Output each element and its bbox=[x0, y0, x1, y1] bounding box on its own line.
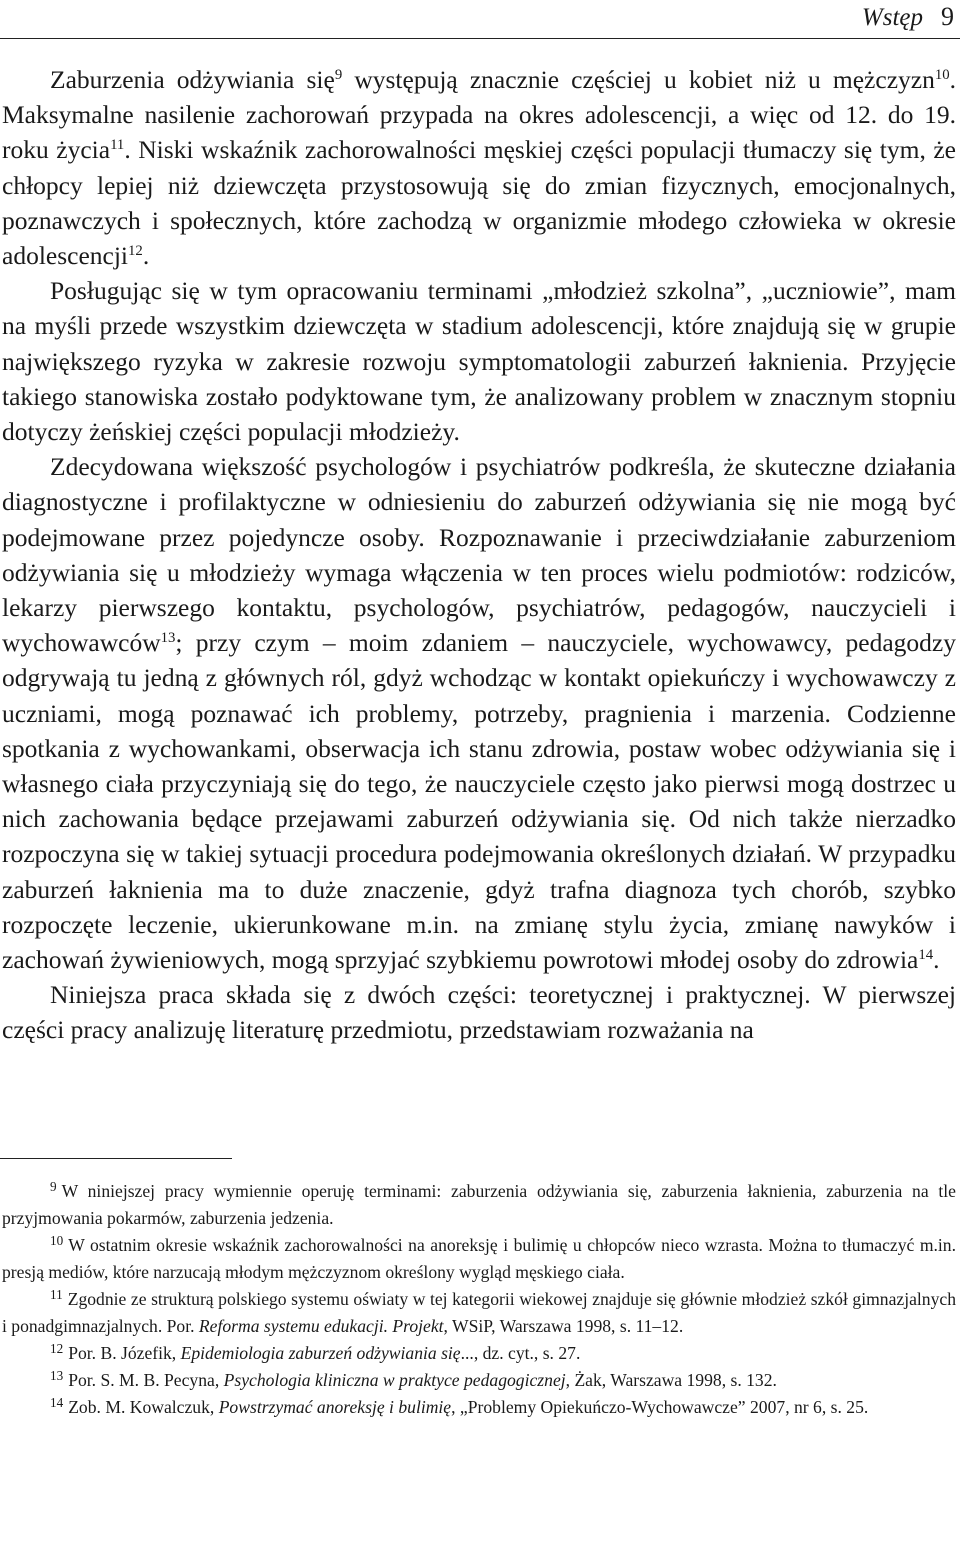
footnote-ref-13[interactable]: 13 bbox=[160, 630, 176, 647]
cited-title: Reforma systemu edukacji. Projekt bbox=[198, 1316, 444, 1336]
footnote-ref-9[interactable]: 9 bbox=[334, 66, 343, 83]
footnote-10: $^{10}$ W ostatnim okresie wskaźnik zachorowalności na anoreksję i bulimię u chłopców nieco wzrasta. Można to tłumaczyć m.in. presją mediów, które narzucają młodym mężczyznom określony wygląd męskiego ciała. bbox=[2, 1233, 956, 1282]
footnote-ref-11[interactable]: 11 bbox=[110, 137, 125, 154]
footnote-14: $^{14}$ Zob. M. Kowalczuk, Powstrzymać anoreksję i bulimię, „Problemy Opiekuńczo-Wychowawcze” 2007, nr 6, s. 25. bbox=[50, 1395, 869, 1417]
chapter-title: Wstęp bbox=[861, 4, 923, 31]
footnote-number: 9 bbox=[50, 1179, 57, 1195]
cited-title: Powstrzymać anoreksję i bulimię bbox=[218, 1397, 452, 1417]
footnote-12: $^{12}$ Por. B. Józefik, Epidemiologia zaburzeń odżywiania się..., dz. cyt., s. 27. bbox=[50, 1341, 581, 1363]
paragraph-1: Zaburzenia odżywiania się$^9$ występują znacznie częściej u kobiet niż u mężczyzn$^{10}$. Maksymalne nasilenie zachorowań przypada na okres adolescencji, a więc od 12. do 19. roku życia$^{11}$. Niski wskaźnik zachorowalności męskiej części populacji tłumaczy się tym, że chłopcy lepiej niż dziewczęta przystosowują się do zmian fizycznych, emocjonalnych, poznawczych i społecznych, które zachodzą w organizmie młodego człowieka w okresie adolescencji$^{12}$. bbox=[2, 65, 957, 271]
paragraph-2: Posługując się w tym opracowaniu terminami „młodzież szkolna”, „uczniowie”, mam na myśli przede wszystkim dziewczęta w stadium adolescencji, które znajdują się w grupie największego ryzyka w zakresie rozwoju symptomatologii zaburzeń łaknienia. Przyjęcie takiego stanowiska zostało podyktowane tym, że analizowany problem w znacznym stopniu dotyczy żeńskiej części populacji młodzieży. bbox=[2, 276, 956, 447]
footnote-number: 13 bbox=[50, 1368, 64, 1384]
cited-title: Epidemiologia zaburzeń odżywiania się bbox=[180, 1343, 461, 1363]
running-header bbox=[862, 2, 954, 32]
footnote-separator bbox=[0, 1158, 232, 1159]
page-number: 9 bbox=[941, 2, 954, 31]
footnote-number: 11 bbox=[50, 1287, 63, 1303]
footnote-9: $^9$ W niniejszej pracy wymiennie operuję terminami: zaburzenia odżywiania się, zaburzenia łaknienia, zaburzenia na tle przyjmowania pokarmów, zaburzenia jedzenia. bbox=[2, 1179, 956, 1228]
main-text bbox=[2, 62, 956, 1048]
footnote-ref-10[interactable]: 10 bbox=[934, 66, 950, 83]
footnote-number: 10 bbox=[50, 1233, 64, 1249]
footnote-13: $^{13}$ Por. S. M. B. Pecyna, Psychologia kliniczna w praktyce pedagogicznej, Żak, Warszawa 1998, s. 132. bbox=[50, 1368, 777, 1390]
footnote-ref-12[interactable]: 12 bbox=[128, 242, 143, 259]
paragraph-4: Niniejsza praca składa się z dwóch części: teoretycznej i praktycznej. W pierwszej części pracy analizuję literaturę przedmiotu, przedstawiam rozważania na bbox=[2, 980, 956, 1045]
cited-title: Psychologia kliniczna w praktyce pedagogicznej bbox=[223, 1370, 566, 1390]
footnote-number: 14 bbox=[50, 1395, 64, 1411]
footnote-number: 12 bbox=[50, 1341, 64, 1357]
header-rule bbox=[0, 38, 960, 39]
footnote-ref-14[interactable]: 14 bbox=[918, 946, 934, 963]
footnotes bbox=[2, 1178, 956, 1421]
footnote-11: $^{11}$ Zgodnie ze strukturą polskiego systemu oświaty w tej kategorii wiekowej znajduje się głównie młodzież szkół gimnazjalnych i ponadgimnazjalnych. Por. Reforma systemu edukacji. Projekt, WSiP, Warszawa 1998, s. 11–12. bbox=[2, 1287, 956, 1336]
paragraph-3: Zdecydowana większość psychologów i psychiatrów podkreśla, że skuteczne działania diagnostyczne i profilaktyczne w odniesieniu do zaburzeń odżywiania się nie mogą być podejmowane przez pojedyncze osoby. Rozpoznawanie i przeciwdziałanie zaburzeniom odżywiania się u młodzieży wymaga włączenia w ten proces wielu podmiotów: rodziców, lekarzy pierwszego kontaktu, psychologów, psychiatrów, pedagogów, nauczycieli i wychowawców$^{13}$; przy czym – moim zdaniem – nauczyciele, wychowawcy, pedagodzy odgrywają tu jedną z głównych ról, gdyż wchodząc w kontakt opiekuńczy i wychowawczy z uczniami, mogą poznawać ich problemy, potrzeby, pragnienia i marzenia. Codzienne spotkania z wychowankami, obserwacja ich stanu zdrowia, postaw wobec odżywiania się i własnego ciała przyczyniają się do tego, że nauczyciele często jako pierwsi mogą dostrzec u nich zachowania będące przejawami zaburzeń odżywiania się. Od nich także nierzadko rozpoczyna się w takiej sytuacji procedura podejmowania określonych działań. W przypadku zaburzeń łaknienia ma to duże znaczenie, gdyż trafna diagnoza tych chorób, szybko rozpoczęte leczenie, ukierunkowane m.in. na zmianę stylu życia, zmianę nawyków i zachowań żywieniowych, mogą sprzyjać szybkiemu powrotowi młodej osoby do zdrowia$^{14}$. bbox=[2, 452, 956, 975]
